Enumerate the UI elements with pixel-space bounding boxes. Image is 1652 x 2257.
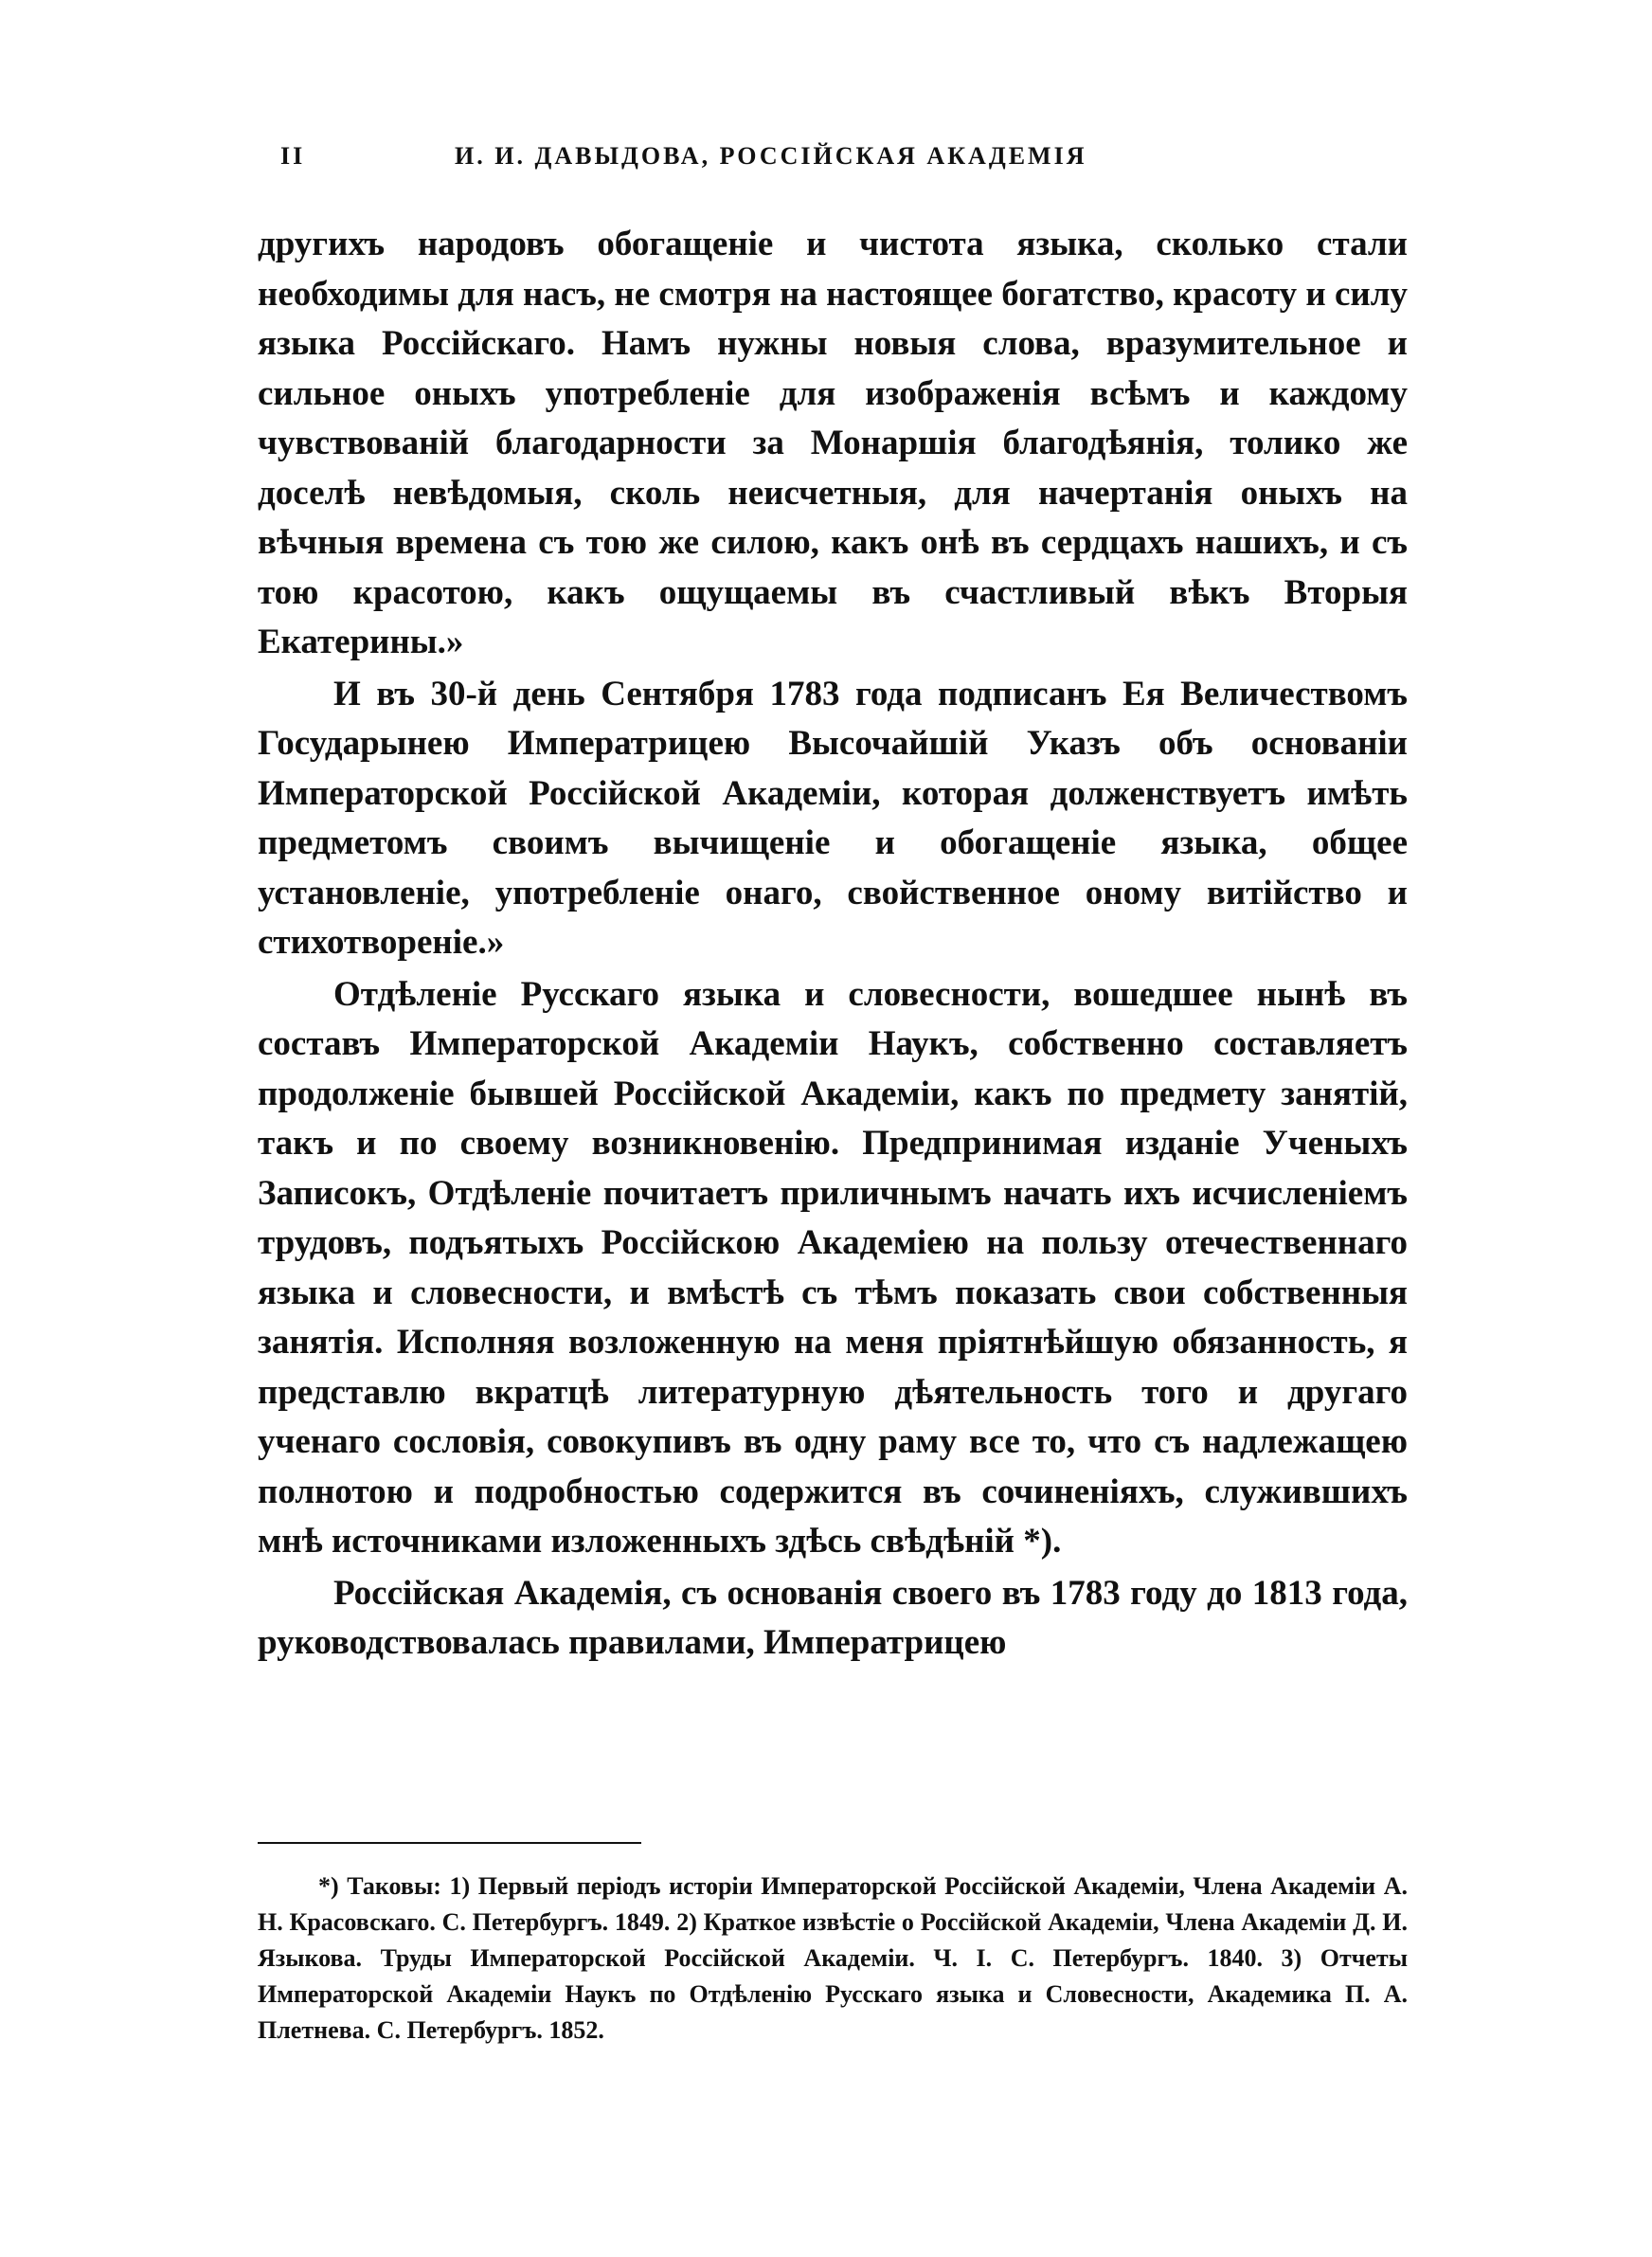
running-header bbox=[280, 142, 1408, 180]
footnote-divider bbox=[258, 1842, 641, 1844]
paragraph: Отдѣленіе Русскаго языка и словесности, вошедшее нынѣ въ составъ Императорской Академіи Наукъ, собственно составляетъ продолженіе бывшей Россійской Академіи, какъ по предмету занятій, такъ и по своему возникновенію. Предпринимая изданіе Ученыхъ Записокъ, Отдѣленіе почитаетъ приличнымъ начать ихъ исчисленіемъ трудовъ, подъятыхъ Россійскою Академіею на пользу отечественнаго языка и словесности, и вмѣстѣ съ тѣмъ показать свои собственныя занятія. Исполняя возложенную на меня пріятнѣйшую обязанность, я представлю вкратцѣ литературную дѣятельность того и другаго ученаго сословія, совокупивъ въ одну раму все то, что съ надлежащею полнотою и подробностью содержится въ сочиненіяхъ, служившихъ мнѣ источниками изложенныхъ здѣсь свѣдѣній *). bbox=[258, 974, 1408, 1561]
body-text bbox=[258, 220, 1408, 1669]
paragraph: Россійская Академія, съ основанія своего въ 1783 году до 1813 года, руководствовалась правилами, Императрицею bbox=[258, 1573, 1408, 1662]
paragraph: другихъ народовъ обогащеніе и чистота языка, сколько стали необходимы для насъ, не смотря на настоящее богатство, красоту и силу языка Россійскаго. Намъ нужны новыя слова, вразумительное и сильное оныхъ употребленіе для изображенія всѣмъ и каждому чувствованій благодарности за Монаршія благодѣянія, толико же доселѣ невѣдомыя, сколь неисчетныя, для начертанія оныхъ на вѣчныя времена съ тою же силою, какъ онѣ въ сердцахъ нашихъ, и съ тою красотою, какъ ощущаемы въ счастливый вѣкъ Вторыя Екатерины.» bbox=[258, 225, 1408, 661]
footnote: *) Таковы: 1) Первый періодъ исторіи Императорской Россійской Академіи, Члена Академіи А. Н. Красовскаго. С. Петербургъ. 1849. 2) Краткое извѣстіе о Россійской Академіи, Члена Академіи Д. И. Языкова. Труды Императорской Россійской Академіи. Ч. I. С. Петербургъ. 1840. 3) Отчеты Императорской Академіи Наукъ по Отдѣленію Русскаго языка и Словесности, Академика П. А. Плетнева. С. Петербургъ. 1852. bbox=[258, 1872, 1408, 2044]
paragraph: И въ 30-й день Сентября 1783 года подписанъ Ея Величествомъ Государынею Императрицею Высочайшій Указъ объ основаніи Императорской Россійской Академіи, которая долженствуетъ имѣть предметомъ своимъ вычищеніе и обогащеніе языка, общее установленіе, употребленіе онаго, свойственное оному витійство и стихотвореніе.» bbox=[258, 674, 1408, 962]
running-title: И. И. ДАВЫДОВА, РОССІЙСКАЯ АКАДЕМІЯ bbox=[455, 142, 1087, 170]
page-number: II bbox=[280, 142, 306, 170]
